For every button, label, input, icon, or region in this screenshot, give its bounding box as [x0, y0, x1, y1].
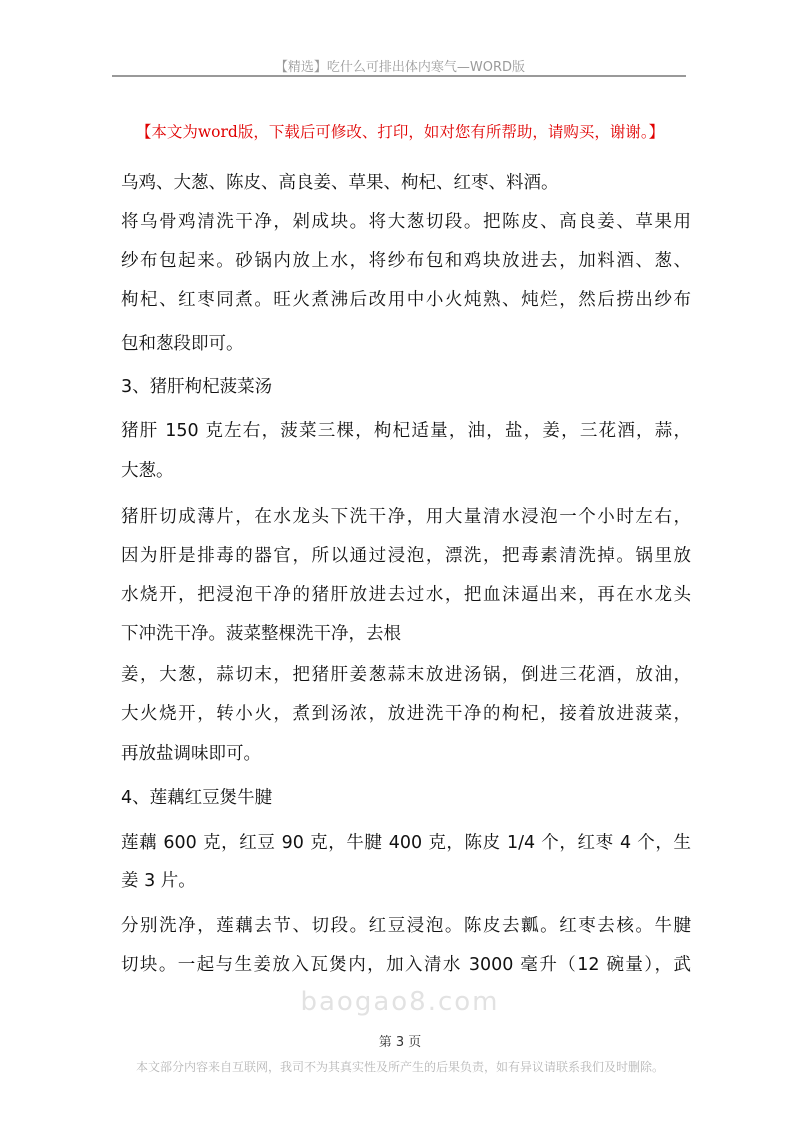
text-line: 乌鸡、大葱、陈皮、高良姜、草果、枸杞、红枣、料酒。 [121, 173, 559, 193]
text-line: 莲藕 600 克，红豆 90 克，牛腱 400 克，陈皮 1/4 个，红枣 4 个，生 [121, 833, 691, 853]
watermark: baogao8.com [300, 987, 500, 1017]
text-line: 再放盐调味即可。 [121, 744, 261, 764]
text-line: 纱布包起来。砂锅内放上水，将纱布包和鸡块放进去，加料酒、葱、 [121, 251, 691, 271]
text-line: 猪肝切成薄片，在水龙头下洗干净，用大量清水浸泡一个小时左右， [121, 507, 691, 527]
text-line: 大葱。 [121, 461, 174, 481]
text-line: 姜 3 片。 [121, 871, 196, 891]
text-line: 下冲洗干净。菠菜整棵洗干净，去根 [121, 624, 401, 644]
purchase-notice: 【本文为word版，下载后可修改、打印，如对您有所帮助，请购买，谢谢。】 [135, 123, 665, 141]
text-line: 水烧开，把浸泡干净的猪肝放进去过水，把血沫逼出来，再在水龙头 [121, 585, 691, 605]
text-line: 姜，大葱，蒜切末，把猪肝姜葱蒜末放进汤锅，倒进三花酒，放油， [121, 665, 691, 685]
text-line: 猪肝 150 克左右，菠菜三棵，枸杞适量，油，盐，姜，三花酒，蒜， [121, 421, 691, 441]
page-header: 【精选】吃什么可排出体内寒气—WORD版 [274, 60, 526, 75]
page-number: 第 3 页 [378, 1035, 422, 1050]
text-line: 4、莲藕红豆煲牛腱 [121, 788, 273, 808]
text-line: 枸杞、红枣同煮。旺火煮沸后改用中小火炖熟、炖烂，然后捞出纱布 [121, 290, 691, 310]
text-line: 将乌骨鸡清洗干净，剁成块。将大葱切段。把陈皮、高良姜、草果用 [121, 212, 691, 232]
text-line: 分别洗净，莲藕去节、切段。红豆浸泡。陈皮去瓤。红枣去核。牛腱 [121, 916, 691, 936]
footer-disclaimer: 本文部分内容来自互联网，我司不为其真实性及所产生的后果负责，如有异议请联系我们及时删除。 [135, 1060, 664, 1074]
text-line: 3、猪肝枸杞菠菜汤 [121, 377, 273, 397]
text-line: 切块。一起与生姜放入瓦煲内，加入清水 3000 毫升（12 碗量），武 [121, 955, 691, 975]
text-line: 大火烧开，转小火，煮到汤浓，放进洗干净的枸杞，接着放进菠菜， [121, 704, 691, 724]
text-line: 因为肝是排毒的器官，所以通过浸泡，漂洗，把毒素清洗掉。锅里放 [121, 546, 691, 566]
text-line: 包和葱段即可。 [121, 334, 244, 354]
header-divider [112, 75, 686, 77]
